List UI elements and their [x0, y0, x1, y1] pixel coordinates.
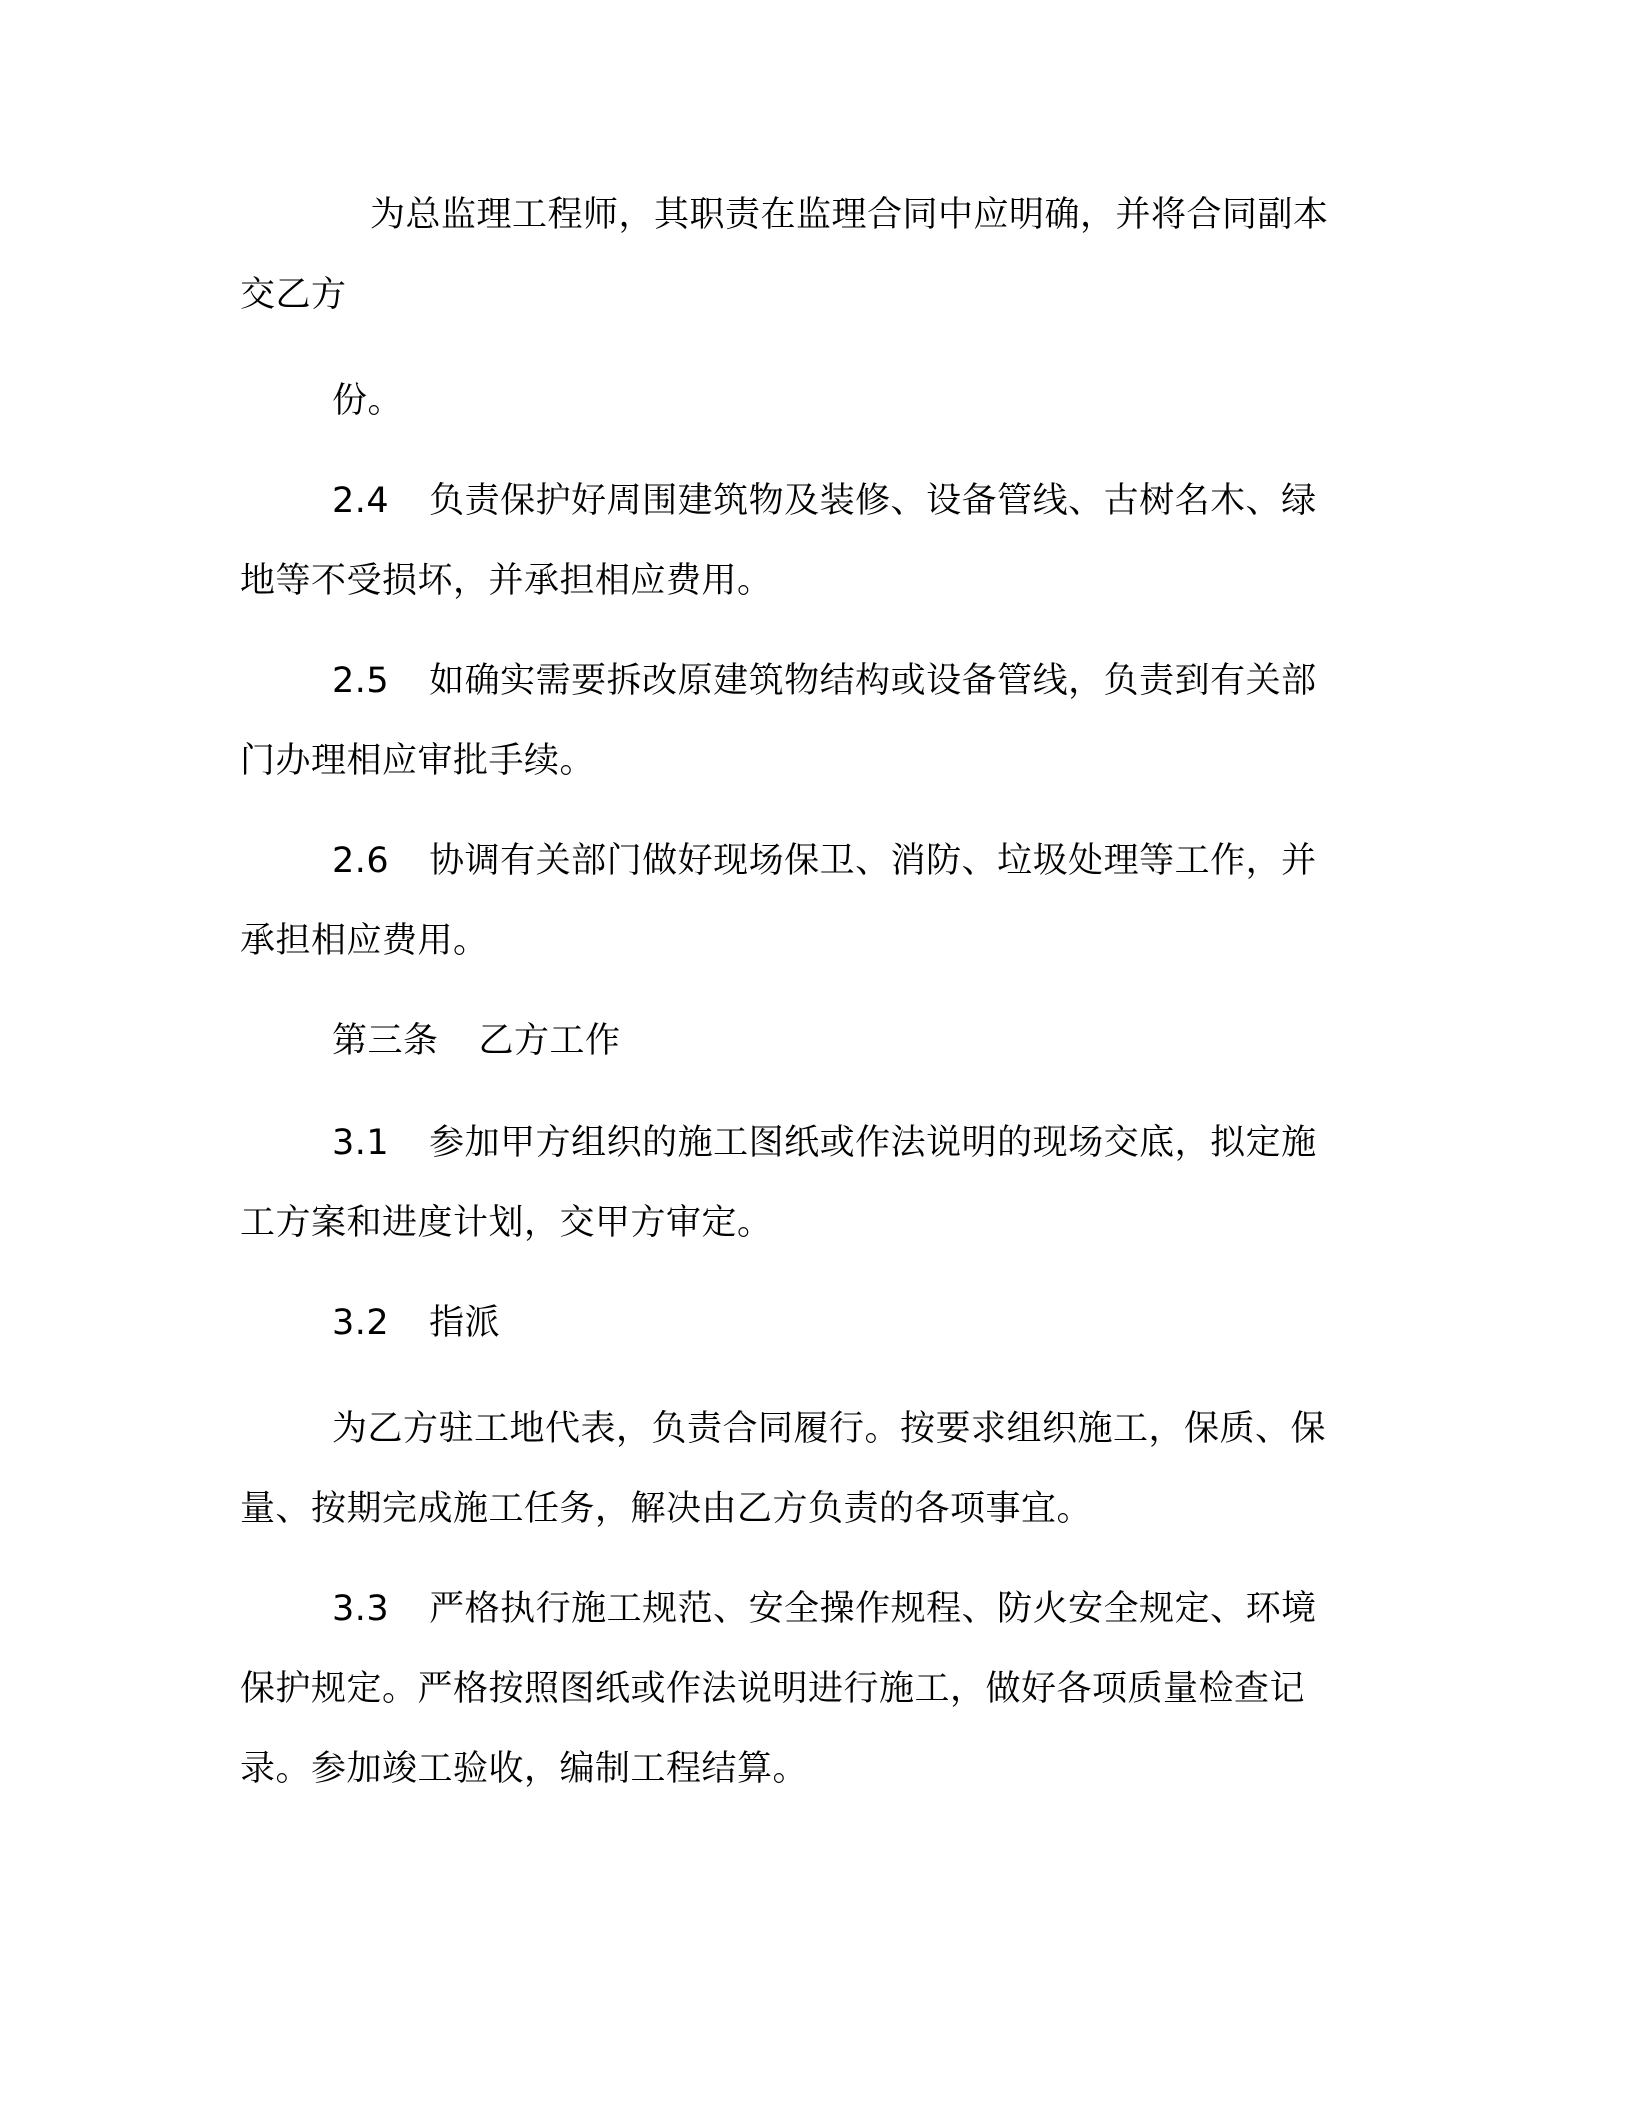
clause-number: 2.4: [332, 481, 390, 521]
clause-number: 2.6: [332, 841, 390, 881]
clause-number: 3.3: [332, 1589, 390, 1629]
clause-2-6: [332, 838, 1317, 884]
text-line: 为总监理工程师，其职责在监理合同中应明确，并将合同副本: [370, 195, 1329, 235]
text-line: 承担相应费用。: [240, 921, 489, 961]
clause-number: 3.1: [332, 1123, 390, 1163]
text-line: 交乙方: [240, 275, 347, 315]
clause-3-3: [332, 1586, 1317, 1632]
clause-text: 如确实需要拆改原建筑物结构或设备管线，负责到有关部: [429, 661, 1317, 701]
text-line: 工方案和进度计划，交甲方审定。: [240, 1203, 773, 1243]
article-title: 乙方工作: [478, 1021, 621, 1061]
text-line: 门办理相应审批手续。: [240, 741, 596, 781]
clause-text: 参加甲方组织的施工图纸或作法说明的现场交底，拟定施: [429, 1123, 1317, 1163]
clause-3-2: [332, 1300, 500, 1346]
text-line: 地等不受损坏，并承担相应费用。: [240, 561, 773, 601]
clause-2-5: [332, 658, 1317, 704]
clause-2-4: [332, 478, 1317, 524]
article-heading: [332, 1018, 621, 1064]
text-line: 为乙方驻工地代表，负责合同履行。按要求组织施工，保质、保: [332, 1409, 1327, 1449]
text-line: 录。参加竣工验收，编制工程结算。: [240, 1749, 809, 1789]
text-line: 保护规定。严格按照图纸或作法说明进行施工，做好各项质量检查记: [240, 1669, 1306, 1709]
clause-number: 3.2: [332, 1303, 390, 1343]
article-number: 第三条: [332, 1021, 439, 1061]
clause-text: 协调有关部门做好现场保卫、消防、垃圾处理等工作，并: [429, 841, 1317, 881]
clause-3-1: [332, 1120, 1317, 1166]
clause-number: 2.5: [332, 661, 390, 701]
clause-text: 负责保护好周围建筑物及装修、设备管线、古树名木、绿: [429, 481, 1317, 521]
clause-text: 指派: [429, 1303, 501, 1343]
text-line: 份。: [332, 381, 404, 421]
clause-text: 严格执行施工规范、安全操作规程、防火安全规定、环境: [429, 1589, 1317, 1629]
text-line: 量、按期完成施工任务，解决由乙方负责的各项事宜。: [240, 1489, 1093, 1529]
